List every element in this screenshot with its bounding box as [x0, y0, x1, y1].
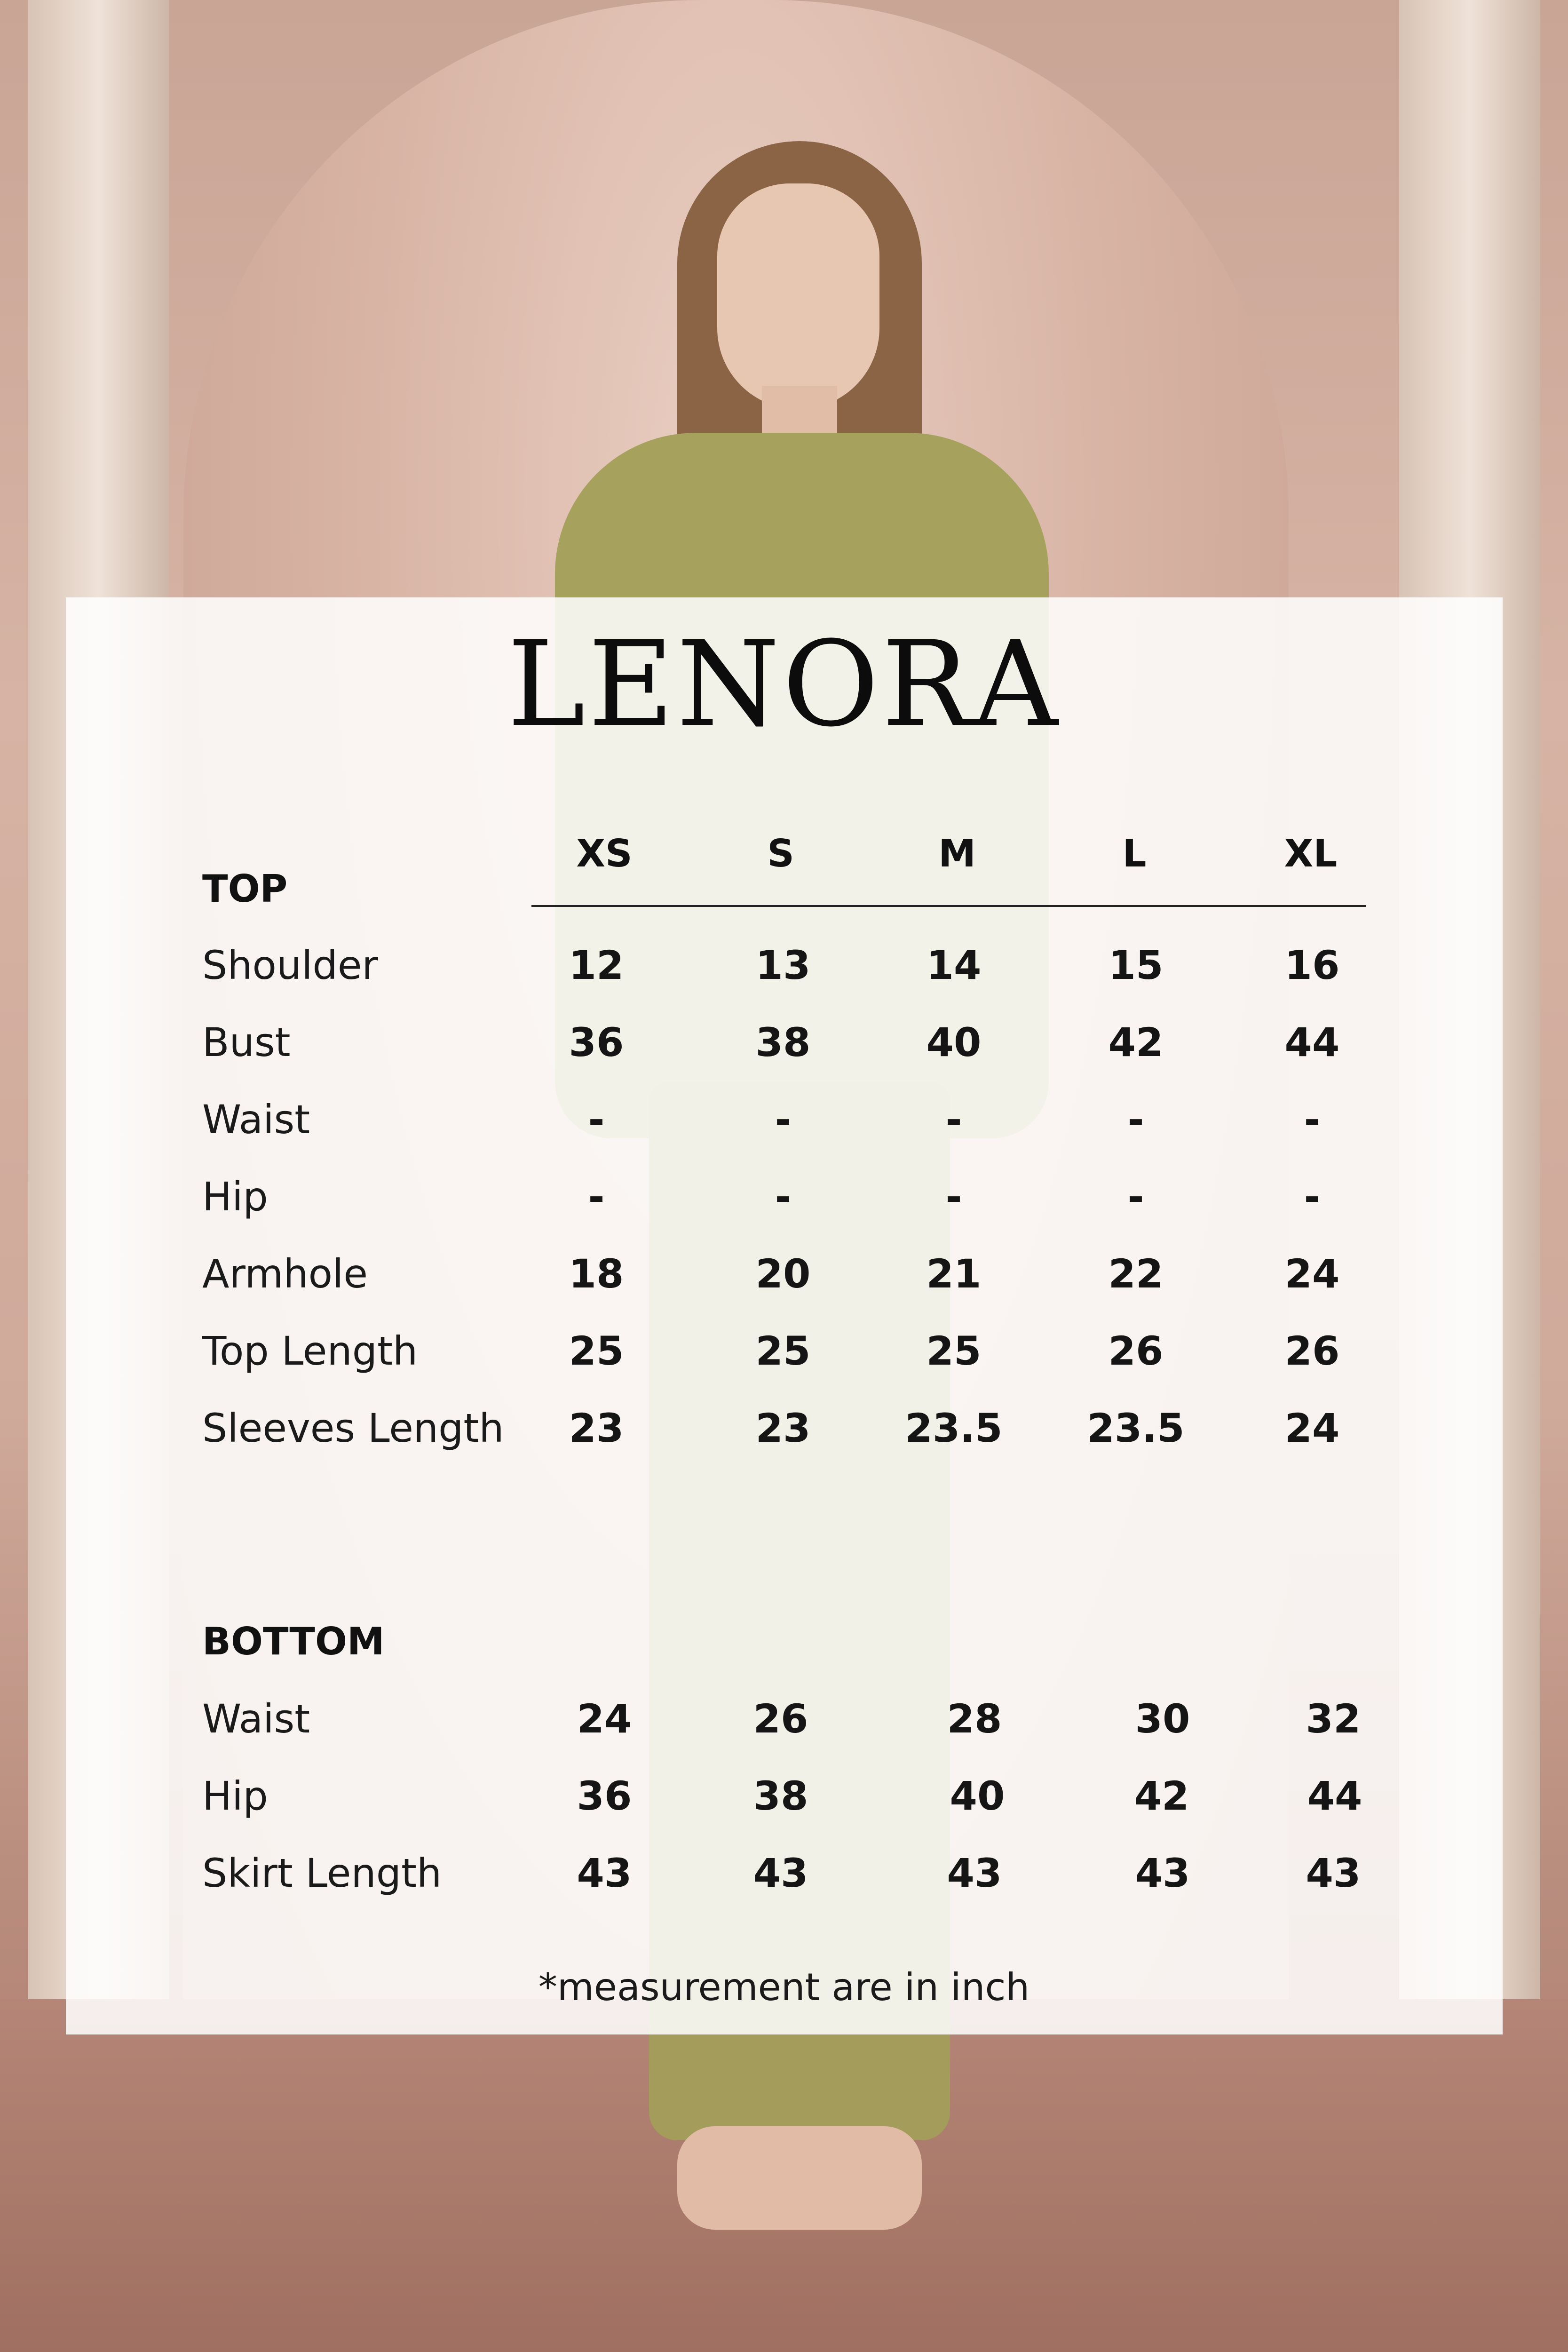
table-cell: 28 [947, 1696, 1002, 1742]
table-cell: 43 [577, 1850, 632, 1896]
measurement-note: *measurement are in inch [538, 1965, 1030, 2009]
table-cell: - [1304, 1174, 1321, 1220]
row-label: Bust [202, 1019, 291, 1065]
row-label: Armhole [202, 1251, 368, 1297]
table-cell: 43 [947, 1850, 1002, 1896]
table-cell: - [588, 1174, 605, 1220]
table-cell: 23.5 [905, 1405, 1003, 1451]
table-cell: 43 [1306, 1850, 1361, 1896]
table-cell: 30 [1135, 1696, 1190, 1742]
table-cell: 43 [753, 1850, 808, 1896]
table-cell: 25 [569, 1328, 624, 1374]
table-cell: - [775, 1174, 792, 1220]
table-cell: 16 [1284, 942, 1340, 988]
table-cell: 36 [577, 1773, 632, 1819]
size-header-m: M [938, 832, 976, 875]
table-cell: 42 [1108, 1019, 1164, 1065]
header-divider [531, 905, 1366, 907]
section-heading-top: TOP [202, 867, 288, 911]
table-cell: 24 [577, 1696, 632, 1742]
table-cell: 24 [1284, 1405, 1340, 1451]
model-face [717, 183, 879, 409]
row-label: Shoulder [202, 942, 379, 988]
table-cell: 40 [926, 1019, 982, 1065]
row-label: Hip [202, 1773, 268, 1819]
model-feet [677, 2126, 922, 2230]
table-cell: 26 [1108, 1328, 1164, 1374]
table-cell: - [1127, 1174, 1144, 1220]
table-cell: 18 [569, 1251, 624, 1297]
row-label: Hip [202, 1174, 268, 1220]
table-cell: 23.5 [1087, 1405, 1185, 1451]
size-header-xl: XL [1284, 832, 1338, 875]
table-cell: 23 [755, 1405, 811, 1451]
table-cell: 44 [1284, 1019, 1340, 1065]
table-cell: 15 [1108, 942, 1164, 988]
size-header-l: L [1122, 832, 1147, 875]
table-cell: - [1127, 1097, 1144, 1143]
table-cell: - [775, 1097, 792, 1143]
table-cell: 36 [569, 1019, 624, 1065]
section-heading-bottom: BOTTOM [202, 1620, 385, 1663]
table-cell: 12 [569, 942, 624, 988]
table-cell: 21 [926, 1251, 982, 1297]
table-cell: - [945, 1174, 962, 1220]
table-cell: 23 [569, 1405, 624, 1451]
table-cell: 26 [1284, 1328, 1340, 1374]
table-cell: 13 [755, 942, 811, 988]
size-header-s: S [767, 832, 794, 875]
table-cell: 25 [926, 1328, 982, 1374]
table-cell: 43 [1135, 1850, 1190, 1896]
table-cell: 40 [950, 1773, 1005, 1819]
product-title: LENORA [507, 616, 1061, 753]
table-cell: 20 [755, 1251, 811, 1297]
table-cell: 14 [926, 942, 982, 988]
row-label: Sleeves Length [202, 1405, 504, 1451]
row-label: Top Length [202, 1328, 418, 1374]
table-cell: 42 [1134, 1773, 1189, 1819]
table-cell: 26 [753, 1696, 808, 1742]
table-cell: 38 [755, 1019, 811, 1065]
table-cell: - [1304, 1097, 1321, 1143]
row-label: Waist [202, 1097, 310, 1143]
table-cell: 38 [753, 1773, 808, 1819]
table-cell: - [945, 1097, 962, 1143]
size-header-xs: XS [576, 832, 633, 875]
row-label: Waist [202, 1696, 310, 1742]
table-cell: 25 [755, 1328, 811, 1374]
table-cell: - [588, 1097, 605, 1143]
table-cell: 22 [1108, 1251, 1164, 1297]
row-label: Skirt Length [202, 1850, 442, 1896]
table-cell: 44 [1307, 1773, 1362, 1819]
table-cell: 32 [1306, 1696, 1361, 1742]
table-cell: 24 [1284, 1251, 1340, 1297]
